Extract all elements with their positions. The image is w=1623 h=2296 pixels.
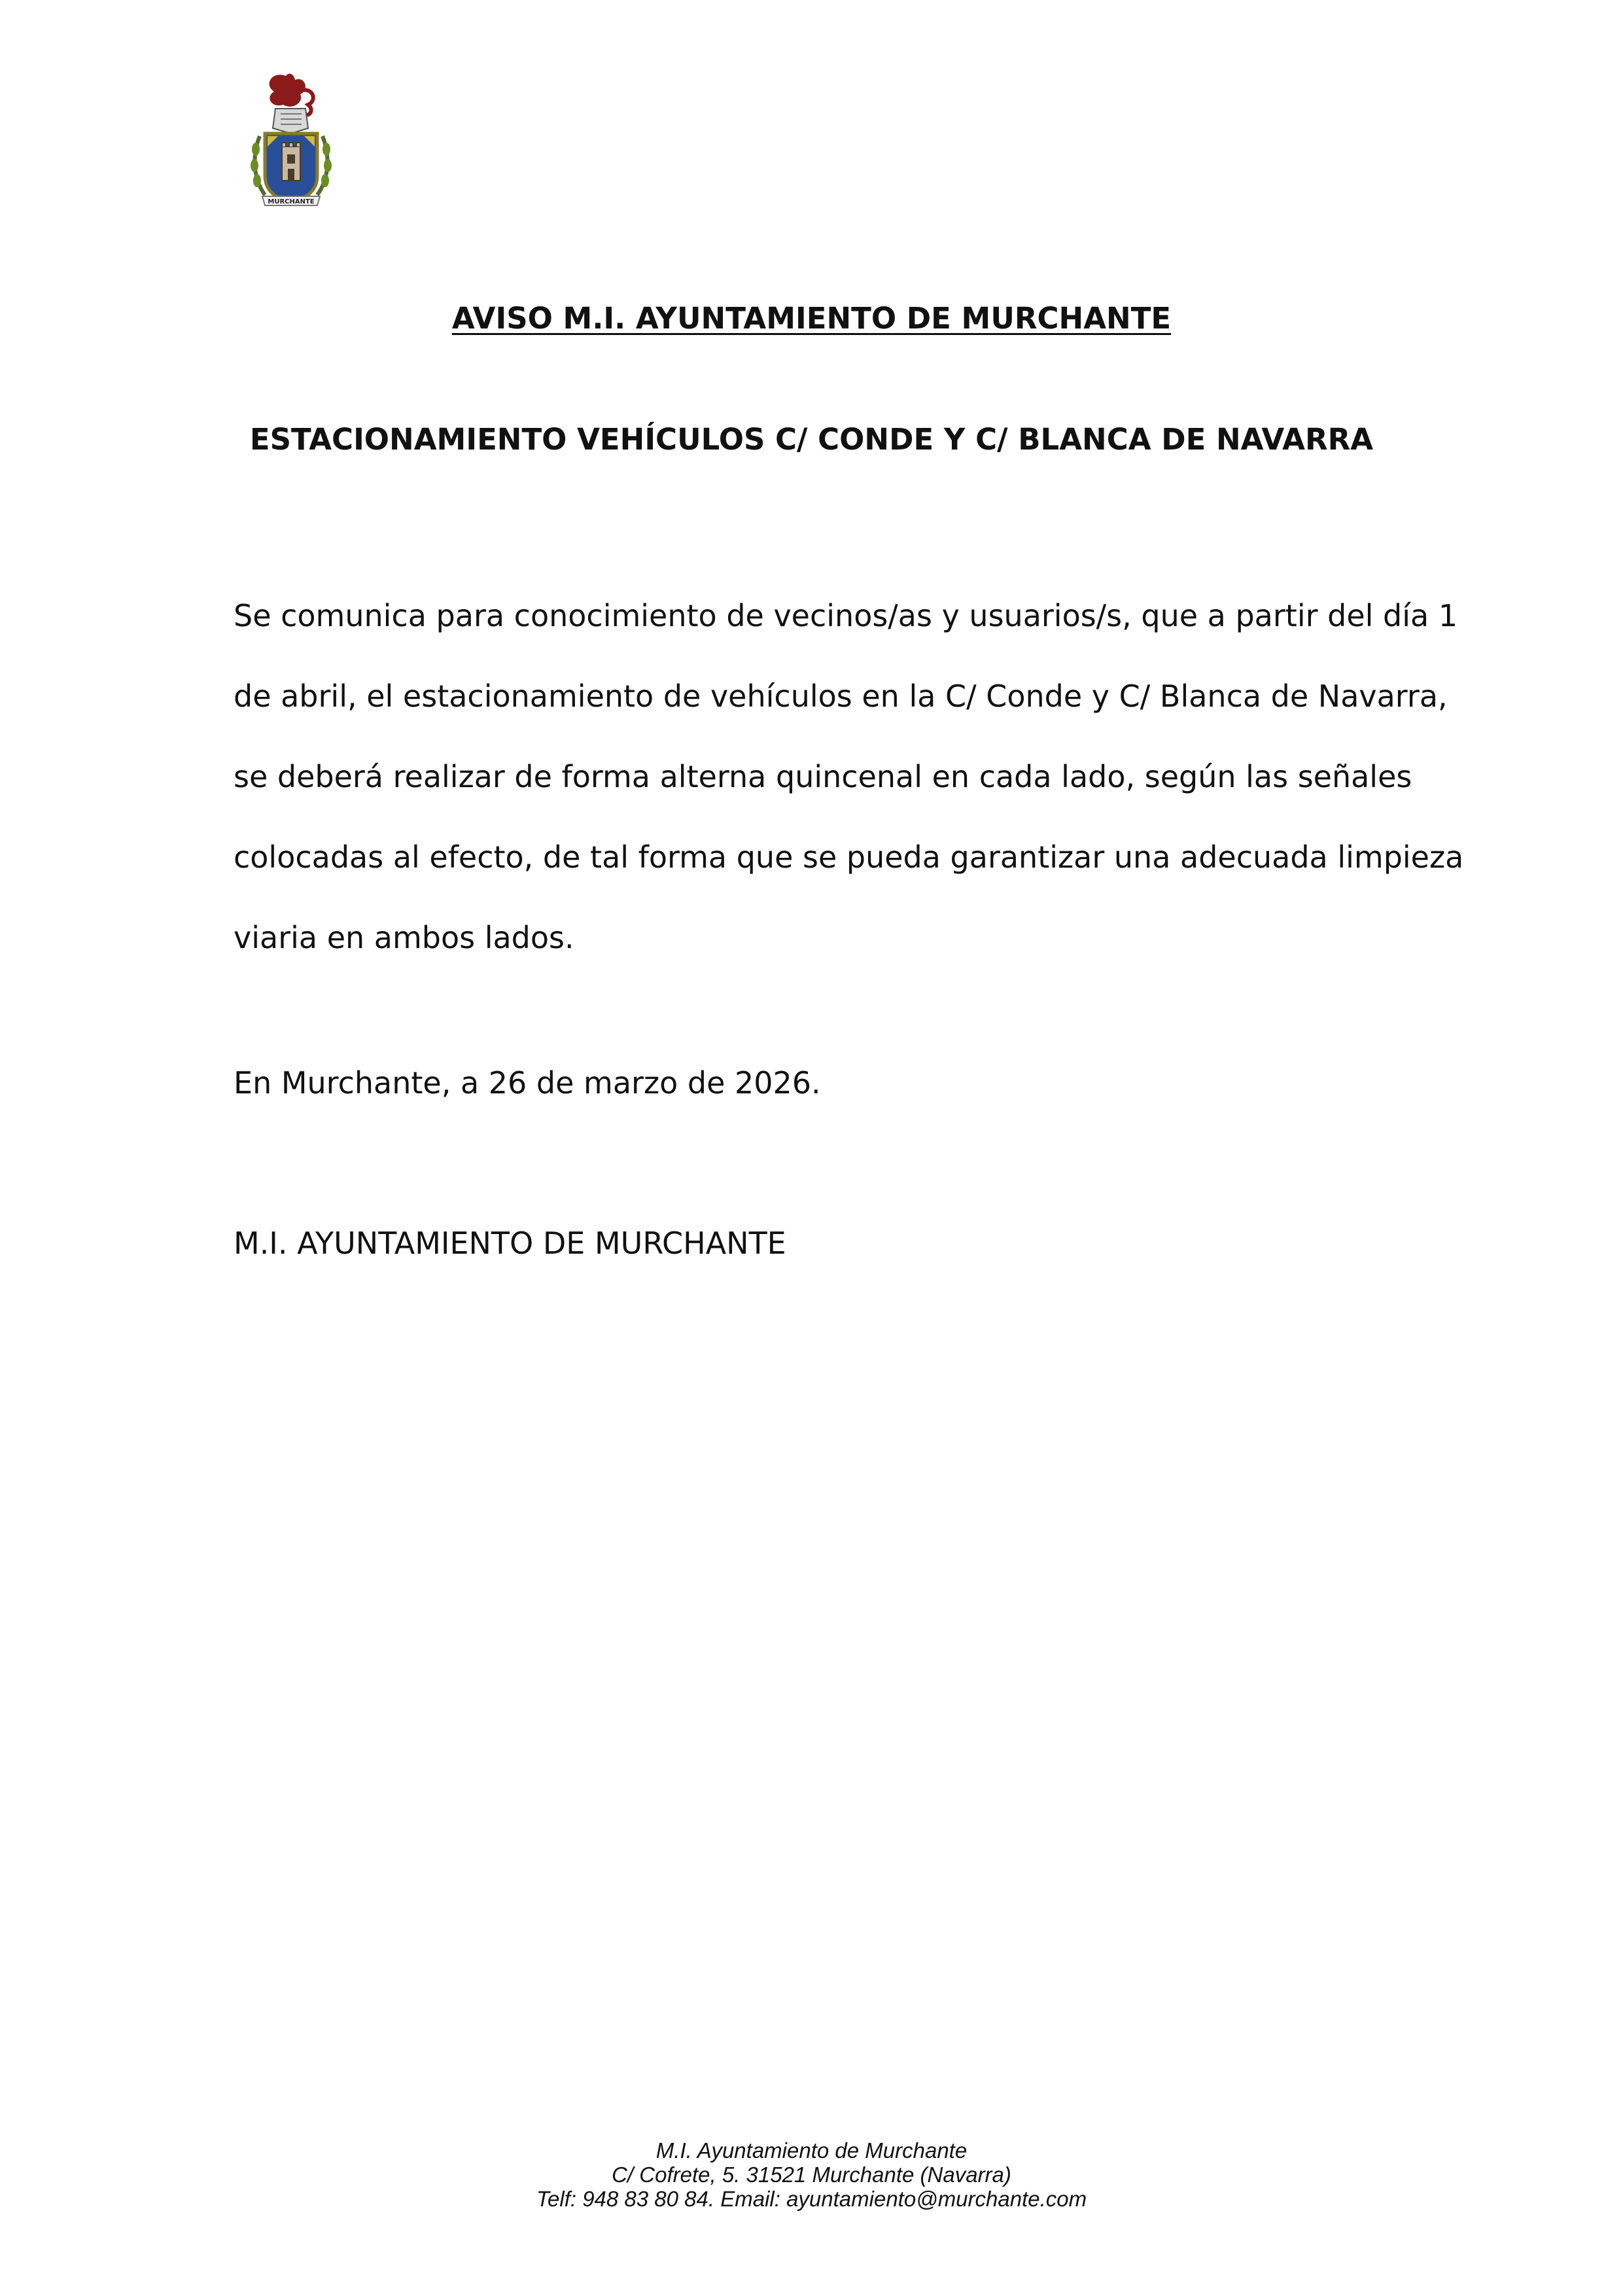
signature-line: M.I. AYUNTAMIENTO DE MURCHANTE — [234, 1226, 786, 1261]
footer-contact: Telf: 948 83 80 84. Email: ayuntamiento@murchante.com — [536, 2187, 1087, 2211]
date-line: En Murchante, a 26 de marzo de 2026. — [234, 1065, 821, 1101]
notice-title: AVISO M.I. AYUNTAMIENTO DE MURCHANTE — [451, 301, 1172, 336]
body-paragraph — [234, 576, 1464, 978]
body-line: Se comunica para conocimiento de vecinos/as y usuarios/s, que a partir del día 1 — [234, 598, 1458, 633]
coat-of-arms-icon — [245, 71, 337, 211]
page-footer — [0, 2138, 1623, 2211]
coat-of-arms-logo — [245, 71, 337, 211]
body-line: colocadas al efecto, de tal forma que se pueda garantizar una adecuada limpieza — [234, 839, 1464, 875]
body-line: de abril, el estacionamiento de vehículos en la C/ Conde y C/ Blanca de Navarra, — [234, 679, 1448, 714]
body-line: viaria en ambos lados. — [234, 920, 574, 955]
subject-title: ESTACIONAMIENTO VEHÍCULOS C/ CONDE Y C/ BLANCA DE NAVARRA — [249, 422, 1374, 457]
body-line: se deberá realizar de forma alterna quincenal en cada lado, según las señales — [234, 759, 1412, 794]
logo-caption: MURCHANTE — [268, 198, 315, 205]
footer-org-name: M.I. Ayuntamiento de Murchante — [655, 2138, 968, 2163]
footer-address: C/ Cofrete, 5. 31521 Murchante (Navarra) — [612, 2163, 1011, 2187]
